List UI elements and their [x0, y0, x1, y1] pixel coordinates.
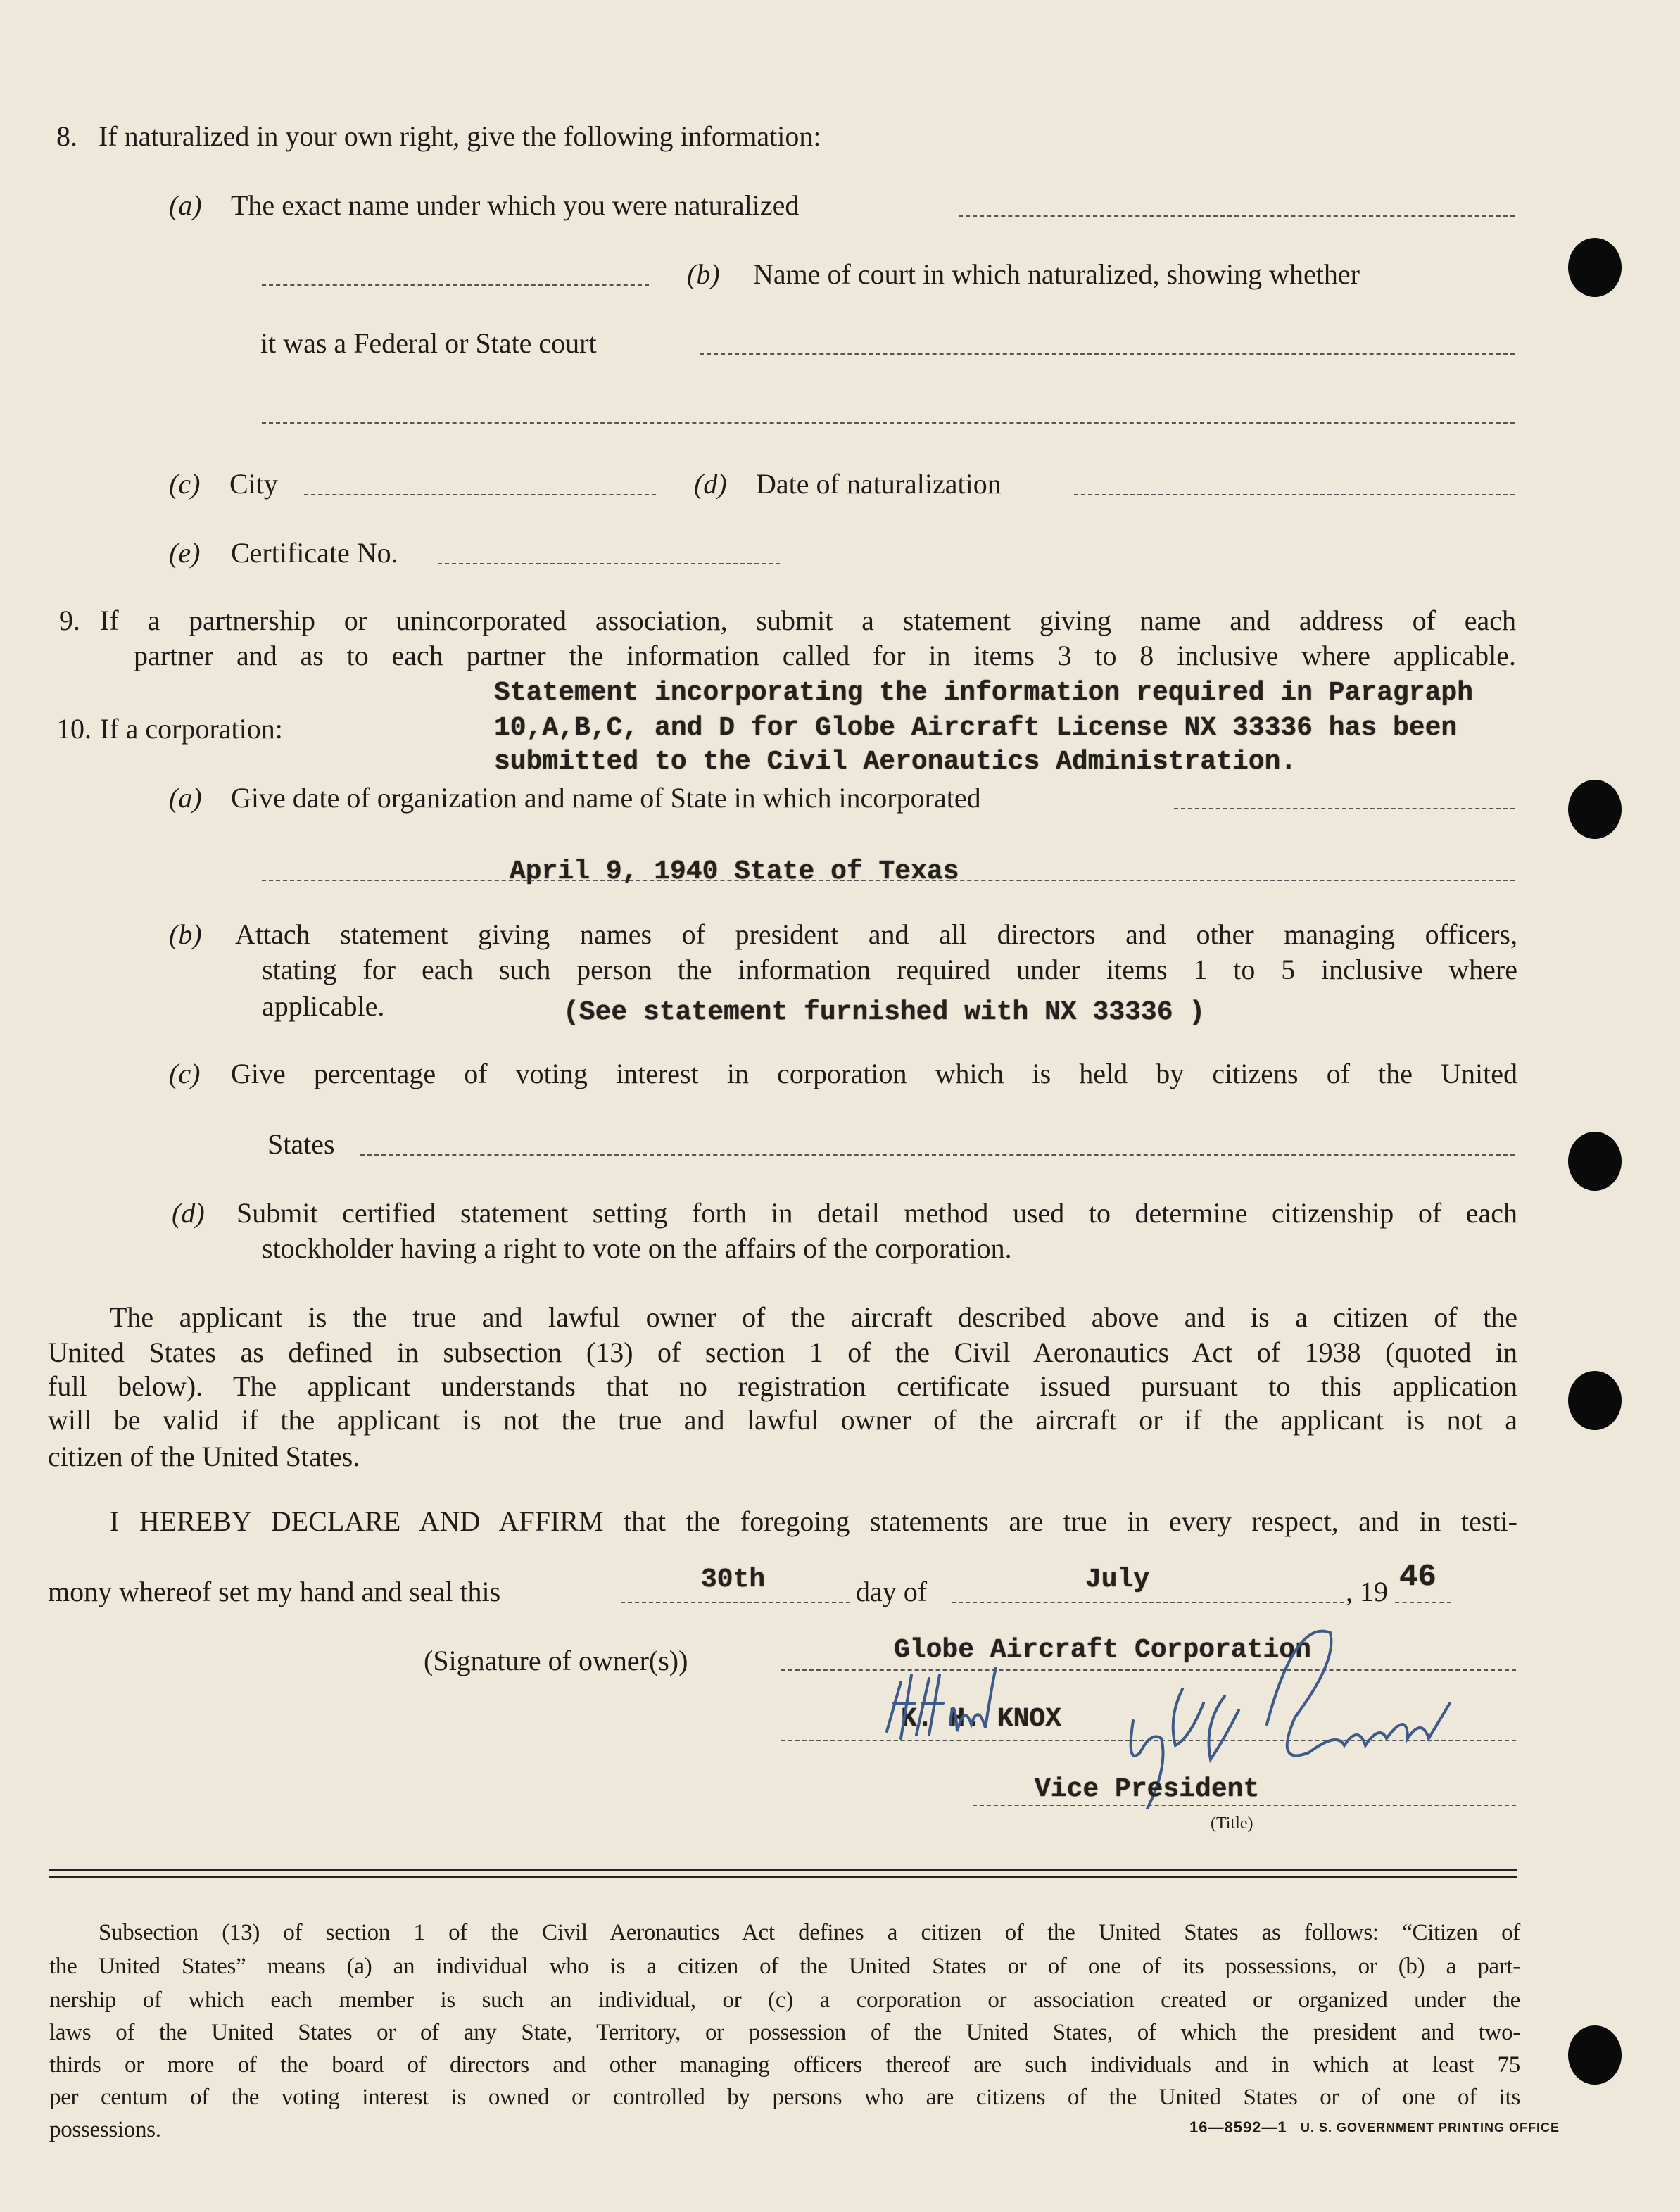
- signer-name: K. H. KNOX: [901, 1704, 1062, 1734]
- punch-hole: [1568, 2025, 1622, 2085]
- item-8b-text2: it was a Federal or State court: [260, 327, 597, 359]
- item-10b-line: Attach statement giving names of president and all directors and other managing officers,: [235, 918, 1517, 950]
- declaration-line: citizen of the United States.: [48, 1441, 360, 1472]
- item-10c-label: (c): [169, 1058, 201, 1089]
- incorporation-field[interactable]: [1174, 808, 1515, 809]
- declaration-line: The applicant is the true and lawful owner of the aircraft described above and is a citizen of the: [110, 1301, 1517, 1333]
- court-field[interactable]: [700, 353, 1515, 355]
- item-10d-line: Submit certified statement setting forth in detail method used to determine citizenship of each: [236, 1197, 1517, 1229]
- day-of-label: day of: [856, 1576, 928, 1607]
- footnote-line: per centum of the voting interest is owned or controlled by persons who are citizens of the United States or of one of its: [49, 2085, 1520, 2110]
- certificate-number-field[interactable]: [438, 563, 780, 564]
- punch-hole: [1568, 1132, 1622, 1191]
- title-label: (Title): [1211, 1814, 1253, 1833]
- title-value: Vice President: [1035, 1774, 1260, 1805]
- officers-statement-value: (See statement furnished with NX 33336 ): [563, 997, 1206, 1028]
- punch-hole: [1568, 238, 1622, 297]
- voting-percentage-field[interactable]: [360, 1154, 1515, 1156]
- incorporation-value: April 9, 1940 State of Texas: [510, 857, 959, 887]
- item-10b-line: stating for each such person the information required under items 1 to 5 inclusive where: [262, 954, 1517, 985]
- item-10c-line: Give percentage of voting interest in corporation which is held by citizens of the United: [231, 1058, 1517, 1089]
- naturalized-name-field[interactable]: [959, 215, 1515, 217]
- typed-statement-line: Statement incorporating the information required in Paragraph: [494, 678, 1474, 708]
- item-8d-label: (d): [694, 468, 727, 500]
- item-8a-label: (a): [169, 189, 202, 221]
- punch-hole: [1568, 780, 1622, 839]
- affirm-line-prefix: mony whereof set my hand and seal this: [48, 1576, 501, 1607]
- day-field[interactable]: [621, 1602, 850, 1603]
- item-10a-text: Give date of organization and name of State in which incorporated: [231, 782, 981, 814]
- item-10c-line: States: [267, 1128, 335, 1160]
- declaration-line: United States as defined in subsection (13) of section 1 of the Civil Aeronautics Act of 1938 (quoted in: [48, 1336, 1517, 1368]
- signature-label: (Signature of owner(s)): [424, 1645, 688, 1676]
- city-field[interactable]: [304, 494, 656, 495]
- item-9-line: partner and as to each partner the information called for in items 3 to 8 inclusive where applicable.: [134, 640, 1516, 671]
- item-10b-label: (b): [169, 918, 202, 950]
- typed-statement-line: submitted to the Civil Aeronautics Administration.: [494, 747, 1297, 777]
- item-9-number: 9.: [59, 605, 80, 636]
- item-10b-line: applicable.: [262, 990, 385, 1022]
- footnote-line: the United States” means (a) an individual who is a citizen of the United States or of one of its possessions, or (b) a part-: [49, 1954, 1520, 1979]
- naturalized-name-field-cont[interactable]: [262, 284, 649, 286]
- item-9-line: If a partnership or unincorporated association, submit a statement giving name and address of each: [100, 605, 1516, 636]
- title-field[interactable]: [973, 1805, 1516, 1806]
- item-10d-label: (d): [172, 1197, 205, 1229]
- day-value: 30th: [701, 1565, 766, 1595]
- item-8-text: If naturalized in your own right, give the following information:: [99, 120, 821, 152]
- item-10-number: 10.: [56, 713, 91, 745]
- divider-rule: [49, 1869, 1517, 1871]
- item-8c-text: City: [229, 468, 278, 500]
- footnote-line: laws of the United States or of any State, Territory, or possession of the United States, of which the president and two-: [49, 2020, 1520, 2045]
- item-10d-line: stockholder having a right to vote on the affairs of the corporation.: [262, 1232, 1012, 1264]
- footnote-line: Subsection (13) of section 1 of the Civil Aeronautics Act defines a citizen of the United States as follows: “Citizen of: [99, 1920, 1520, 1945]
- form-number: 16—8592—1: [1189, 2118, 1287, 2136]
- divider-rule: [49, 1876, 1517, 1878]
- item-8e-label: (e): [169, 537, 201, 569]
- naturalization-date-field[interactable]: [1074, 494, 1515, 495]
- item-8b-label: (b): [687, 258, 720, 290]
- year-value: 46: [1399, 1560, 1436, 1595]
- item-8c-label: (c): [169, 468, 201, 500]
- incorporation-field-cont[interactable]: [262, 880, 1515, 881]
- item-8e-text: Certificate No.: [231, 537, 398, 569]
- item-8-number: 8.: [56, 120, 77, 152]
- item-8b-text: Name of court in which naturalized, showing whether: [753, 258, 1360, 290]
- footnote-line: nership of which each member is such an individual, or (c) a corporation or association created or organized under the: [49, 1987, 1520, 2013]
- footnote-line: thirds or more of the board of directors and other managing officers thereof are such individuals and in which at least 75: [49, 2052, 1520, 2078]
- affirm-line: I HEREBY DECLARE AND AFFIRM that the foregoing statements are true in every respect, and in testi-: [110, 1505, 1517, 1537]
- declaration-line: full below). The applicant understands that no registration certificate issued pursuant to this application: [48, 1370, 1517, 1402]
- typed-statement-line: 10,A,B,C, and D for Globe Aircraft License NX 33336 has been: [494, 713, 1458, 743]
- item-8d-text: Date of naturalization: [756, 468, 1002, 500]
- item-8a-text: The exact name under which you were naturalized: [231, 189, 800, 221]
- printer-name: U. S. GOVERNMENT PRINTING OFFICE: [1301, 2121, 1560, 2135]
- item-10a-label: (a): [169, 782, 202, 814]
- month-value: July: [1085, 1565, 1150, 1595]
- footnote-line: possessions.: [49, 2117, 161, 2142]
- item-10-text: If a corporation:: [100, 713, 283, 745]
- punch-hole: [1568, 1371, 1622, 1430]
- declaration-line: will be valid if the applicant is not the true and lawful owner of the aircraft or if the applicant is not a: [48, 1404, 1517, 1436]
- company-name: Globe Aircraft Corporation: [894, 1635, 1311, 1665]
- year-prefix: , 19: [1346, 1576, 1388, 1607]
- court-field-cont[interactable]: [262, 422, 1515, 424]
